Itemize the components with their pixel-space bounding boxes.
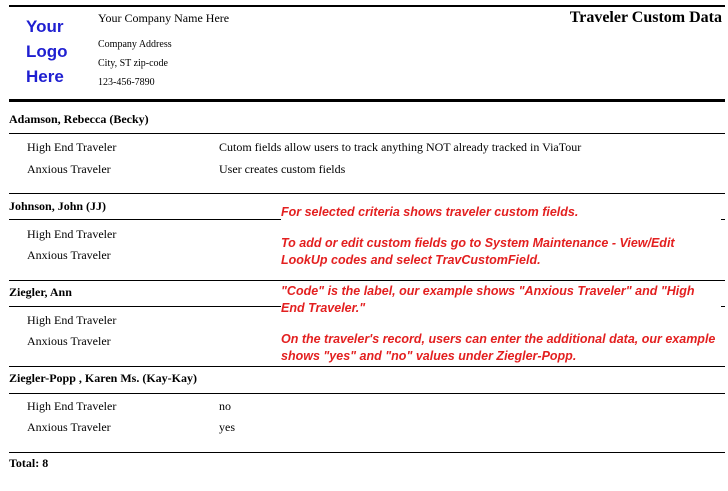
logo-line: Logo [26, 42, 68, 61]
logo-line: Here [26, 67, 64, 86]
custom-field-label: High End Traveler [27, 399, 117, 413]
address-line: Company Address [98, 39, 172, 50]
group-divider [9, 452, 725, 453]
traveler-name: Ziegler, Ann [9, 285, 72, 299]
custom-field-label: Anxious Traveler [27, 248, 111, 262]
traveler-name: Ziegler-Popp , Karen Ms. (Kay-Kay) [9, 371, 197, 385]
phone-line: 123-456-7890 [98, 77, 155, 88]
report-title: Traveler Custom Data [569, 9, 722, 26]
top-border [9, 5, 725, 7]
annotation-note: For selected criteria shows traveler custom fields. [281, 204, 721, 221]
name-divider [9, 133, 725, 134]
city-line: City, ST zip-code [98, 58, 168, 69]
company-name: Your Company Name Here [98, 11, 230, 25]
company-address-block [98, 35, 172, 92]
custom-field-label: High End Traveler [27, 140, 117, 154]
custom-field-label: Anxious Traveler [27, 162, 111, 176]
logo-line: Your [26, 17, 64, 36]
custom-field-label: High End Traveler [27, 227, 117, 241]
annotation-note: On the traveler's record, users can enter the additional data, our example shows "yes" and "no" values under Ziegler-Popp. [281, 331, 721, 365]
name-divider [9, 393, 725, 394]
custom-field-label: High End Traveler [27, 313, 117, 327]
custom-field-label: Anxious Traveler [27, 334, 111, 348]
custom-field-value: yes [219, 420, 235, 434]
traveler-name: Adamson, Rebecca (Becky) [9, 112, 149, 126]
group-divider [9, 366, 725, 367]
custom-field-label: Anxious Traveler [27, 420, 111, 434]
traveler-name: Johnson, John (JJ) [9, 199, 107, 213]
custom-field-value: Cutom fields allow users to track anything NOT already tracked in ViaTour [219, 140, 582, 154]
group-divider [9, 280, 725, 281]
total-count: Total: 8 [9, 456, 49, 470]
annotation-note: To add or edit custom fields go to System Maintenance - View/Edit LookUp codes and select TravCustomField. [281, 235, 721, 269]
group-divider [9, 193, 725, 194]
custom-field-value: no [219, 399, 231, 413]
company-logo [26, 14, 86, 89]
custom-field-value: User creates custom fields [219, 162, 346, 176]
annotation-note: "Code" is the label, our example shows "Anxious Traveler" and "High End Traveler." [281, 283, 721, 317]
header-divider [9, 99, 725, 102]
